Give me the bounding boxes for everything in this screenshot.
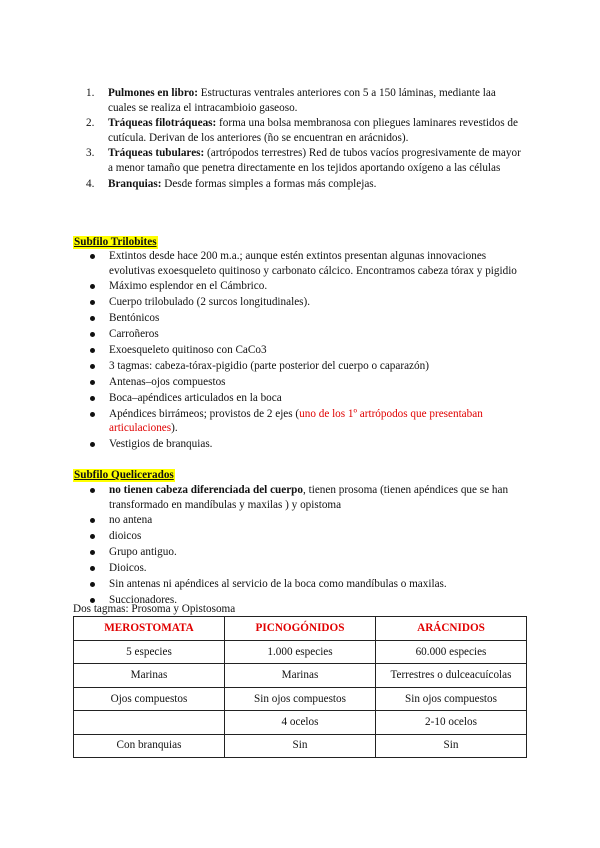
list-term: Pulmones en libro: [108,87,198,99]
table-row [74,734,527,757]
bullet-icon [90,254,95,259]
list-item [86,86,526,115]
list-item [86,177,526,192]
table-cell: 4 ocelos [225,711,376,734]
table-cell: Marinas [74,664,225,687]
bullet-icon [90,300,95,305]
list-term: Tráqueas filotráqueas: [108,117,217,130]
table-row [74,711,527,734]
bullet-icon [90,364,95,369]
table-header-row [74,617,527,641]
list-item: 3 tagmas: cabeza-tórax-pigidio (parte posterior del cuerpo o caparazón) [88,359,528,374]
table-header-cell: PICNOGÓNIDOS [225,617,376,641]
list-text: forma una bolsa membranosa con pliegues laminares revestidos de cutícula. Derivan de los anteriores (ño se encuentran en arácnidos). [108,117,518,144]
table-cell: Ojos compuestos [74,687,225,710]
table-cell: Sin ojos compuestos [376,687,527,710]
list-item: no tienen cabeza diferenciada del cuerpo, tienen prosoma (tienen apéndices que se han transformado en mandíbulas y maxilas ) y opistoma [88,483,528,512]
list-item: Bentónicos [88,311,528,326]
list-item: Apéndices birrámeos; provistos de 2 ejes (uno de los 1º artrópodos que presentaban articulaciones). [88,407,528,436]
table-cell: 5 especies [74,641,225,664]
list-item: Vestigios de branquias. [88,437,528,452]
section-heading-trilobites: Subfilo Trilobites [74,236,157,248]
table-cell: Con branquias [74,734,225,757]
table-row [74,641,527,664]
comparison-table [73,616,527,758]
table-cell: 60.000 especies [376,641,527,664]
list-item [86,146,526,175]
bullet-icon [90,348,95,353]
list-item: Sin antenas ni apéndices al servicio de la boca como mandíbulas o maxilas. [88,577,528,592]
list-item: no antena [88,513,528,528]
list-item: Grupo antiguo. [88,545,528,560]
bullet-icon [90,396,95,401]
list-text: (artrópodos terrestres) Red de tubos vacíos progresivamente de mayor a menor tamaño que penetra directamente en los tejidos aportando oxígeno a las células [108,147,521,174]
list-number: 4. [86,177,95,190]
bullet-icon [90,442,95,447]
list-item: Cuerpo trilobulado (2 surcos longitudinales). [88,295,528,310]
list-number: 2. [86,117,95,130]
table-caption: Dos tagmas: Prosoma y Opistosoma [73,603,236,615]
bullet-icon [90,316,95,321]
list-item: Dioicos. [88,561,528,576]
table-row [74,664,527,687]
quelicerados-list [88,483,528,609]
bullet-icon [90,412,95,417]
bullet-icon [90,566,95,571]
table-cell: Sin [225,734,376,757]
respiratory-organs-list [86,86,526,192]
table-cell: Marinas [225,664,376,687]
table-cell: Sin [376,734,527,757]
list-item: Máximo esplendor en el Cámbrico. [88,279,528,294]
bullet-icon [90,582,95,587]
table-cell: Sin ojos compuestos [225,687,376,710]
list-text: Estructuras ventrales anteriores con 5 a 150 láminas, mediante laa cuales se realiza el intracambioio gaseoso. [108,87,496,114]
list-term: Tráqueas tubulares: [108,147,205,160]
bullet-icon [90,332,95,337]
bullet-icon [90,550,95,555]
list-item [86,116,526,145]
table-header-cell: ARÁCNIDOS [376,617,527,641]
table-cell [74,711,225,734]
section-heading-quelicerados: Subfilo Quelicerados [74,469,174,481]
bullet-icon [90,380,95,385]
trilobites-list [88,249,528,453]
list-item: Boca–apéndices articulados en la boca [88,391,528,406]
table-row [74,687,527,710]
list-item: Exoesqueleto quitinoso con CaCo3 [88,343,528,358]
list-item: dioicos [88,529,528,544]
list-number: 1. [86,87,95,99]
list-text: Desde formas simples a formas más complejas. [161,177,377,190]
list-item: Extintos desde hace 200 m.a.; aunque estén extintos presentan algunas innovaciones evolutivas exoesqueleto quitinoso y carbonato cálcico. Encontramos cabeza tórax y pigidio [88,249,528,278]
table-cell: 1.000 especies [225,641,376,664]
table-header-cell: MEROSTOMATA [74,617,225,641]
highlight-red-text: uno de los 1º artrópodos que presentaban articulaciones [109,407,483,435]
list-number: 3. [86,147,95,160]
list-item: Antenas–ojos compuestos [88,375,528,390]
bullet-icon [90,284,95,289]
bullet-icon [90,488,95,493]
table-cell: 2-10 ocelos [376,711,527,734]
table-cell: Terrestres o dulceacuícolas [376,664,527,687]
list-item: Carroñeros [88,327,528,342]
list-item: Succionadores. [88,593,528,608]
list-term: Branquias: [108,177,162,190]
bullet-icon [90,534,95,539]
bullet-icon [90,518,95,523]
